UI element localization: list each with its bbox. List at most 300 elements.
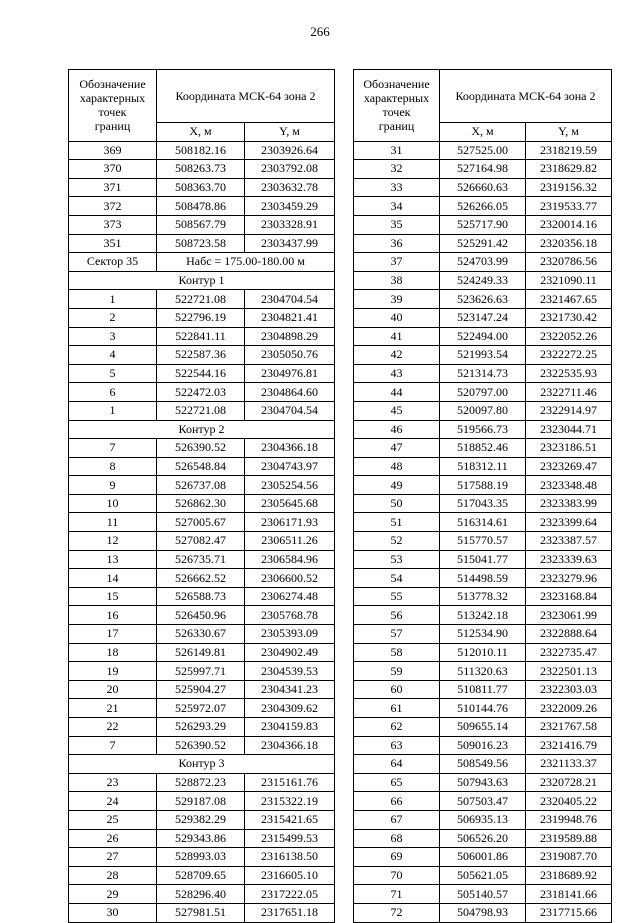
y-coordinate: 2304704.54 xyxy=(245,290,335,309)
contour-label: Контур 1 xyxy=(69,271,335,290)
point-number: 68 xyxy=(354,829,440,848)
page-number: 266 xyxy=(310,24,330,39)
x-coordinate: 529187.08 xyxy=(157,792,245,811)
point-number: 66 xyxy=(354,792,440,811)
point-number: 36 xyxy=(354,234,440,253)
table-row xyxy=(354,755,612,774)
point-number: 35 xyxy=(354,215,440,234)
y-coordinate: 2323061.99 xyxy=(526,606,612,625)
y-coordinate: 2322914.97 xyxy=(526,401,612,420)
x-column-header: X, м xyxy=(440,123,526,142)
point-number: 21 xyxy=(69,699,157,718)
y-coordinate: 2322009.26 xyxy=(526,699,612,718)
x-coordinate: 525904.27 xyxy=(157,680,245,699)
point-number: 52 xyxy=(354,532,440,551)
point-number: 51 xyxy=(354,513,440,532)
point-number: 13 xyxy=(69,550,157,569)
y-coordinate: 2306171.93 xyxy=(245,513,335,532)
x-coordinate: 521993.54 xyxy=(440,346,526,365)
table-row xyxy=(69,513,335,532)
table-row xyxy=(69,587,335,606)
x-coordinate: 512010.11 xyxy=(440,643,526,662)
x-coordinate: 526390.52 xyxy=(157,736,245,755)
x-coordinate: 526266.05 xyxy=(440,197,526,216)
y-coordinate: 2323339.63 xyxy=(526,550,612,569)
y-coordinate: 2318219.59 xyxy=(526,141,612,160)
x-coordinate: 521314.73 xyxy=(440,364,526,383)
x-coordinate: 510144.76 xyxy=(440,699,526,718)
y-coordinate: 2304898.29 xyxy=(245,327,335,346)
x-coordinate: 522721.08 xyxy=(157,401,245,420)
table-row xyxy=(354,903,612,922)
point-number: 60 xyxy=(354,680,440,699)
table-row xyxy=(69,532,335,551)
y-coordinate: 2321730.42 xyxy=(526,308,612,327)
table-row xyxy=(69,401,335,420)
table-row xyxy=(354,420,612,439)
y-coordinate: 2321133.37 xyxy=(526,755,612,774)
table-row xyxy=(69,810,335,829)
table-header-row xyxy=(69,70,335,123)
x-coordinate: 511320.63 xyxy=(440,662,526,681)
point-number: 11 xyxy=(69,513,157,532)
table-row xyxy=(69,643,335,662)
table-row xyxy=(69,625,335,644)
y-coordinate: 2305254.56 xyxy=(245,476,335,495)
contour-header-row xyxy=(69,271,335,290)
point-number: 58 xyxy=(354,643,440,662)
x-coordinate: 526735.71 xyxy=(157,550,245,569)
coordinate-system-header: Координата МСК-64 зона 2 xyxy=(440,70,612,123)
x-coordinate: 526293.29 xyxy=(157,718,245,737)
x-coordinate: 508549.56 xyxy=(440,755,526,774)
point-number: 42 xyxy=(354,346,440,365)
table-row xyxy=(354,271,612,290)
point-number: 19 xyxy=(69,662,157,681)
y-coordinate: 2318689.92 xyxy=(526,866,612,885)
y-coordinate: 2304366.18 xyxy=(245,736,335,755)
table-row xyxy=(354,587,612,606)
point-number: 67 xyxy=(354,810,440,829)
table-row xyxy=(354,253,612,272)
y-coordinate: 2315421.65 xyxy=(245,810,335,829)
table-row xyxy=(69,346,335,365)
point-number: 72 xyxy=(354,903,440,922)
y-coordinate: 2304539.53 xyxy=(245,662,335,681)
table-row xyxy=(69,829,335,848)
x-coordinate: 508363.70 xyxy=(157,178,245,197)
y-coordinate: 2318141.66 xyxy=(526,885,612,904)
x-coordinate: 526862.30 xyxy=(157,494,245,513)
x-coordinate: 526737.08 xyxy=(157,476,245,495)
table-header-row xyxy=(354,70,612,123)
table-row xyxy=(354,606,612,625)
point-number: 1 xyxy=(69,401,157,420)
point-number: 53 xyxy=(354,550,440,569)
x-coordinate: 523147.24 xyxy=(440,308,526,327)
point-number: 7 xyxy=(69,736,157,755)
x-coordinate: 524703.99 xyxy=(440,253,526,272)
x-coordinate: 522841.11 xyxy=(157,327,245,346)
point-number: 10 xyxy=(69,494,157,513)
table-row xyxy=(69,773,335,792)
y-coordinate: 2304864.60 xyxy=(245,383,335,402)
y-coordinate: 2322735.47 xyxy=(526,643,612,662)
point-number: 31 xyxy=(354,141,440,160)
x-coordinate: 522494.00 xyxy=(440,327,526,346)
y-coordinate: 2304743.97 xyxy=(245,457,335,476)
point-number: 4 xyxy=(69,346,157,365)
table-row xyxy=(354,290,612,309)
table-row xyxy=(69,494,335,513)
point-number: 370 xyxy=(69,160,157,179)
x-coordinate: 508182.16 xyxy=(157,141,245,160)
y-coordinate: 2317651.18 xyxy=(245,903,335,922)
table-row xyxy=(69,476,335,495)
table-row xyxy=(69,662,335,681)
point-number: 47 xyxy=(354,439,440,458)
table-row xyxy=(69,606,335,625)
x-coordinate: 527525.00 xyxy=(440,141,526,160)
x-coordinate: 527981.51 xyxy=(157,903,245,922)
table-row xyxy=(69,178,335,197)
point-number: 41 xyxy=(354,327,440,346)
y-column-header: Y, м xyxy=(526,123,612,142)
point-number: 1 xyxy=(69,290,157,309)
x-coordinate: 527005.67 xyxy=(157,513,245,532)
point-number: 6 xyxy=(69,383,157,402)
coordinate-system-header: Координата МСК-64 зона 2 xyxy=(157,70,335,123)
x-coordinate: 508478.86 xyxy=(157,197,245,216)
point-number: 15 xyxy=(69,587,157,606)
point-number: 71 xyxy=(354,885,440,904)
points-column-header: Обозначение характерных точек границ xyxy=(69,70,157,142)
y-coordinate: 2304366.18 xyxy=(245,439,335,458)
y-coordinate: 2323348.48 xyxy=(526,476,612,495)
x-coordinate: 506001.86 xyxy=(440,848,526,867)
table-row xyxy=(354,532,612,551)
table-row xyxy=(69,364,335,383)
x-coordinate: 508263.73 xyxy=(157,160,245,179)
x-coordinate: 525997.71 xyxy=(157,662,245,681)
x-coordinate: 517588.19 xyxy=(440,476,526,495)
y-coordinate: 2322052.26 xyxy=(526,327,612,346)
table-row xyxy=(354,848,612,867)
point-number: 25 xyxy=(69,810,157,829)
x-coordinate: 524249.33 xyxy=(440,271,526,290)
y-coordinate: 2323399.64 xyxy=(526,513,612,532)
contour-header-row xyxy=(69,420,335,439)
y-coordinate: 2321767.58 xyxy=(526,718,612,737)
table-row xyxy=(69,736,335,755)
y-coordinate: 2322501.13 xyxy=(526,662,612,681)
x-coordinate: 515770.57 xyxy=(440,532,526,551)
point-number: 34 xyxy=(354,197,440,216)
point-number: 49 xyxy=(354,476,440,495)
y-coordinate: 2323279.96 xyxy=(526,569,612,588)
table-row xyxy=(354,643,612,662)
y-coordinate: 2303926.64 xyxy=(245,141,335,160)
x-coordinate: 529343.86 xyxy=(157,829,245,848)
x-coordinate: 526149.81 xyxy=(157,643,245,662)
y-coordinate: 2323186.51 xyxy=(526,439,612,458)
y-coordinate: 2323168.84 xyxy=(526,587,612,606)
point-number: 43 xyxy=(354,364,440,383)
table-row xyxy=(354,401,612,420)
x-coordinate: 526662.52 xyxy=(157,569,245,588)
table-row xyxy=(69,569,335,588)
table-row xyxy=(69,885,335,904)
table-row xyxy=(354,810,612,829)
y-coordinate: 2305768.78 xyxy=(245,606,335,625)
point-number: 39 xyxy=(354,290,440,309)
contour-header-row xyxy=(69,755,335,774)
point-number: 46 xyxy=(354,420,440,439)
y-coordinate: 2304341.23 xyxy=(245,680,335,699)
x-coordinate: 522796.19 xyxy=(157,308,245,327)
point-number: 55 xyxy=(354,587,440,606)
point-number: 61 xyxy=(354,699,440,718)
y-coordinate: 2319533.77 xyxy=(526,197,612,216)
x-coordinate: 510811.77 xyxy=(440,680,526,699)
x-coordinate: 526660.63 xyxy=(440,178,526,197)
table-row xyxy=(69,903,335,922)
y-coordinate: 2323387.57 xyxy=(526,532,612,551)
table-row xyxy=(69,327,335,346)
point-number: 26 xyxy=(69,829,157,848)
point-number: 65 xyxy=(354,773,440,792)
table-row xyxy=(69,699,335,718)
point-number: 63 xyxy=(354,736,440,755)
point-number: 5 xyxy=(69,364,157,383)
point-number: 50 xyxy=(354,494,440,513)
table-row xyxy=(354,215,612,234)
point-number: 54 xyxy=(354,569,440,588)
contour-label: Контур 3 xyxy=(69,755,335,774)
table-row xyxy=(354,699,612,718)
x-coordinate: 522544.16 xyxy=(157,364,245,383)
x-coordinate: 528993.03 xyxy=(157,848,245,867)
point-number: 44 xyxy=(354,383,440,402)
table-row xyxy=(69,550,335,569)
x-coordinate: 512534.90 xyxy=(440,625,526,644)
y-coordinate: 2319589.88 xyxy=(526,829,612,848)
table-row xyxy=(69,680,335,699)
point-number: 28 xyxy=(69,866,157,885)
point-number: 62 xyxy=(354,718,440,737)
point-number: 70 xyxy=(354,866,440,885)
x-coordinate: 522721.08 xyxy=(157,290,245,309)
table-row xyxy=(354,829,612,848)
table-row xyxy=(354,625,612,644)
x-coordinate: 518852.46 xyxy=(440,439,526,458)
x-coordinate: 504798.93 xyxy=(440,903,526,922)
table-row xyxy=(354,773,612,792)
sector-label: Сектор 35 xyxy=(69,253,157,272)
point-number: 9 xyxy=(69,476,157,495)
point-number: 27 xyxy=(69,848,157,867)
table-row xyxy=(69,141,335,160)
point-number: 18 xyxy=(69,643,157,662)
x-coordinate: 516314.61 xyxy=(440,513,526,532)
table-row xyxy=(69,197,335,216)
y-coordinate: 2320728.21 xyxy=(526,773,612,792)
x-coordinate: 518312.11 xyxy=(440,457,526,476)
point-number: 24 xyxy=(69,792,157,811)
x-coordinate: 506526.20 xyxy=(440,829,526,848)
y-coordinate: 2320014.16 xyxy=(526,215,612,234)
y-coordinate: 2323044.71 xyxy=(526,420,612,439)
point-number: 29 xyxy=(69,885,157,904)
point-number: 372 xyxy=(69,197,157,216)
sector-row xyxy=(69,253,335,272)
point-number: 2 xyxy=(69,308,157,327)
x-coordinate: 509016.23 xyxy=(440,736,526,755)
table-row xyxy=(354,364,612,383)
y-coordinate: 2320786.56 xyxy=(526,253,612,272)
y-coordinate: 2322711.46 xyxy=(526,383,612,402)
table-row xyxy=(354,178,612,197)
point-number: 3 xyxy=(69,327,157,346)
table-row xyxy=(354,160,612,179)
point-number: 38 xyxy=(354,271,440,290)
table-row xyxy=(69,234,335,253)
y-coordinate: 2306274.48 xyxy=(245,587,335,606)
y-coordinate: 2315322.19 xyxy=(245,792,335,811)
y-coordinate: 2304976.81 xyxy=(245,364,335,383)
x-coordinate: 522472.03 xyxy=(157,383,245,402)
table-row xyxy=(69,160,335,179)
y-coordinate: 2303792.08 xyxy=(245,160,335,179)
point-number: 64 xyxy=(354,755,440,774)
y-coordinate: 2305050.76 xyxy=(245,346,335,365)
y-coordinate: 2305645.68 xyxy=(245,494,335,513)
y-coordinate: 2322535.93 xyxy=(526,364,612,383)
y-coordinate: 2303437.99 xyxy=(245,234,335,253)
table-row xyxy=(354,234,612,253)
x-coordinate: 519566.73 xyxy=(440,420,526,439)
table-row xyxy=(69,457,335,476)
table-row xyxy=(69,215,335,234)
x-coordinate: 525972.07 xyxy=(157,699,245,718)
table-row xyxy=(354,457,612,476)
x-coordinate: 508723.58 xyxy=(157,234,245,253)
y-coordinate: 2320356.18 xyxy=(526,234,612,253)
y-coordinate: 2323383.99 xyxy=(526,494,612,513)
y-coordinate: 2304902.49 xyxy=(245,643,335,662)
y-coordinate: 2303632.78 xyxy=(245,178,335,197)
y-coordinate: 2317715.66 xyxy=(526,903,612,922)
y-coordinate: 2320405.22 xyxy=(526,792,612,811)
x-coordinate: 520097.80 xyxy=(440,401,526,420)
table-row xyxy=(69,848,335,867)
y-coordinate: 2315499.53 xyxy=(245,829,335,848)
table-row xyxy=(354,141,612,160)
y-coordinate: 2305393.09 xyxy=(245,625,335,644)
point-number: 56 xyxy=(354,606,440,625)
y-coordinate: 2304309.62 xyxy=(245,699,335,718)
point-number: 23 xyxy=(69,773,157,792)
y-coordinate: 2306584.96 xyxy=(245,550,335,569)
table-row xyxy=(354,476,612,495)
table-row xyxy=(354,718,612,737)
table-row xyxy=(354,866,612,885)
y-coordinate: 2304704.54 xyxy=(245,401,335,420)
y-coordinate: 2321090.11 xyxy=(526,271,612,290)
y-coordinate: 2322303.03 xyxy=(526,680,612,699)
table-row xyxy=(69,308,335,327)
x-coordinate: 523626.63 xyxy=(440,290,526,309)
point-number: 369 xyxy=(69,141,157,160)
x-coordinate: 507943.63 xyxy=(440,773,526,792)
table-row xyxy=(354,680,612,699)
x-coordinate: 528709.65 xyxy=(157,866,245,885)
y-coordinate: 2315161.76 xyxy=(245,773,335,792)
y-coordinate: 2319087.70 xyxy=(526,848,612,867)
y-coordinate: 2319156.32 xyxy=(526,178,612,197)
y-coordinate: 2303459.29 xyxy=(245,197,335,216)
table-row xyxy=(354,327,612,346)
point-number: 14 xyxy=(69,569,157,588)
point-number: 40 xyxy=(354,308,440,327)
y-coordinate: 2323269.47 xyxy=(526,457,612,476)
points-column-header: Обозначение характерных точек границ xyxy=(354,70,440,142)
table-row xyxy=(69,383,335,402)
x-coordinate: 520797.00 xyxy=(440,383,526,402)
table-row xyxy=(69,290,335,309)
x-coordinate: 513778.32 xyxy=(440,587,526,606)
x-coordinate: 513242.18 xyxy=(440,606,526,625)
y-coordinate: 2322888.64 xyxy=(526,625,612,644)
y-coordinate: 2321467.65 xyxy=(526,290,612,309)
y-coordinate: 2304159.83 xyxy=(245,718,335,737)
sector-altitude: Набс = 175.00-180.00 м xyxy=(157,253,335,272)
table-row xyxy=(354,792,612,811)
x-coordinate: 526588.73 xyxy=(157,587,245,606)
y-coordinate: 2306600.52 xyxy=(245,569,335,588)
table-row xyxy=(354,308,612,327)
coordinates-table-right xyxy=(353,69,612,923)
x-coordinate: 526390.52 xyxy=(157,439,245,458)
x-coordinate: 525717.90 xyxy=(440,215,526,234)
table-row xyxy=(354,569,612,588)
x-coordinate: 509655.14 xyxy=(440,718,526,737)
y-coordinate: 2322272.25 xyxy=(526,346,612,365)
x-coordinate: 505621.05 xyxy=(440,866,526,885)
point-number: 17 xyxy=(69,625,157,644)
table-row xyxy=(354,513,612,532)
x-coordinate: 506935.13 xyxy=(440,810,526,829)
x-coordinate: 528872.23 xyxy=(157,773,245,792)
x-coordinate: 525291.42 xyxy=(440,234,526,253)
point-number: 12 xyxy=(69,532,157,551)
point-number: 16 xyxy=(69,606,157,625)
table-row xyxy=(354,550,612,569)
table-row xyxy=(354,439,612,458)
table-row xyxy=(354,346,612,365)
y-coordinate: 2306511.26 xyxy=(245,532,335,551)
x-coordinate: 528296.40 xyxy=(157,885,245,904)
point-number: 373 xyxy=(69,215,157,234)
point-number: 45 xyxy=(354,401,440,420)
point-number: 32 xyxy=(354,160,440,179)
point-number: 48 xyxy=(354,457,440,476)
x-coordinate: 514498.59 xyxy=(440,569,526,588)
x-column-header: X, м xyxy=(157,123,245,142)
y-coordinate: 2316138.50 xyxy=(245,848,335,867)
x-coordinate: 526548.84 xyxy=(157,457,245,476)
table-row xyxy=(354,383,612,402)
